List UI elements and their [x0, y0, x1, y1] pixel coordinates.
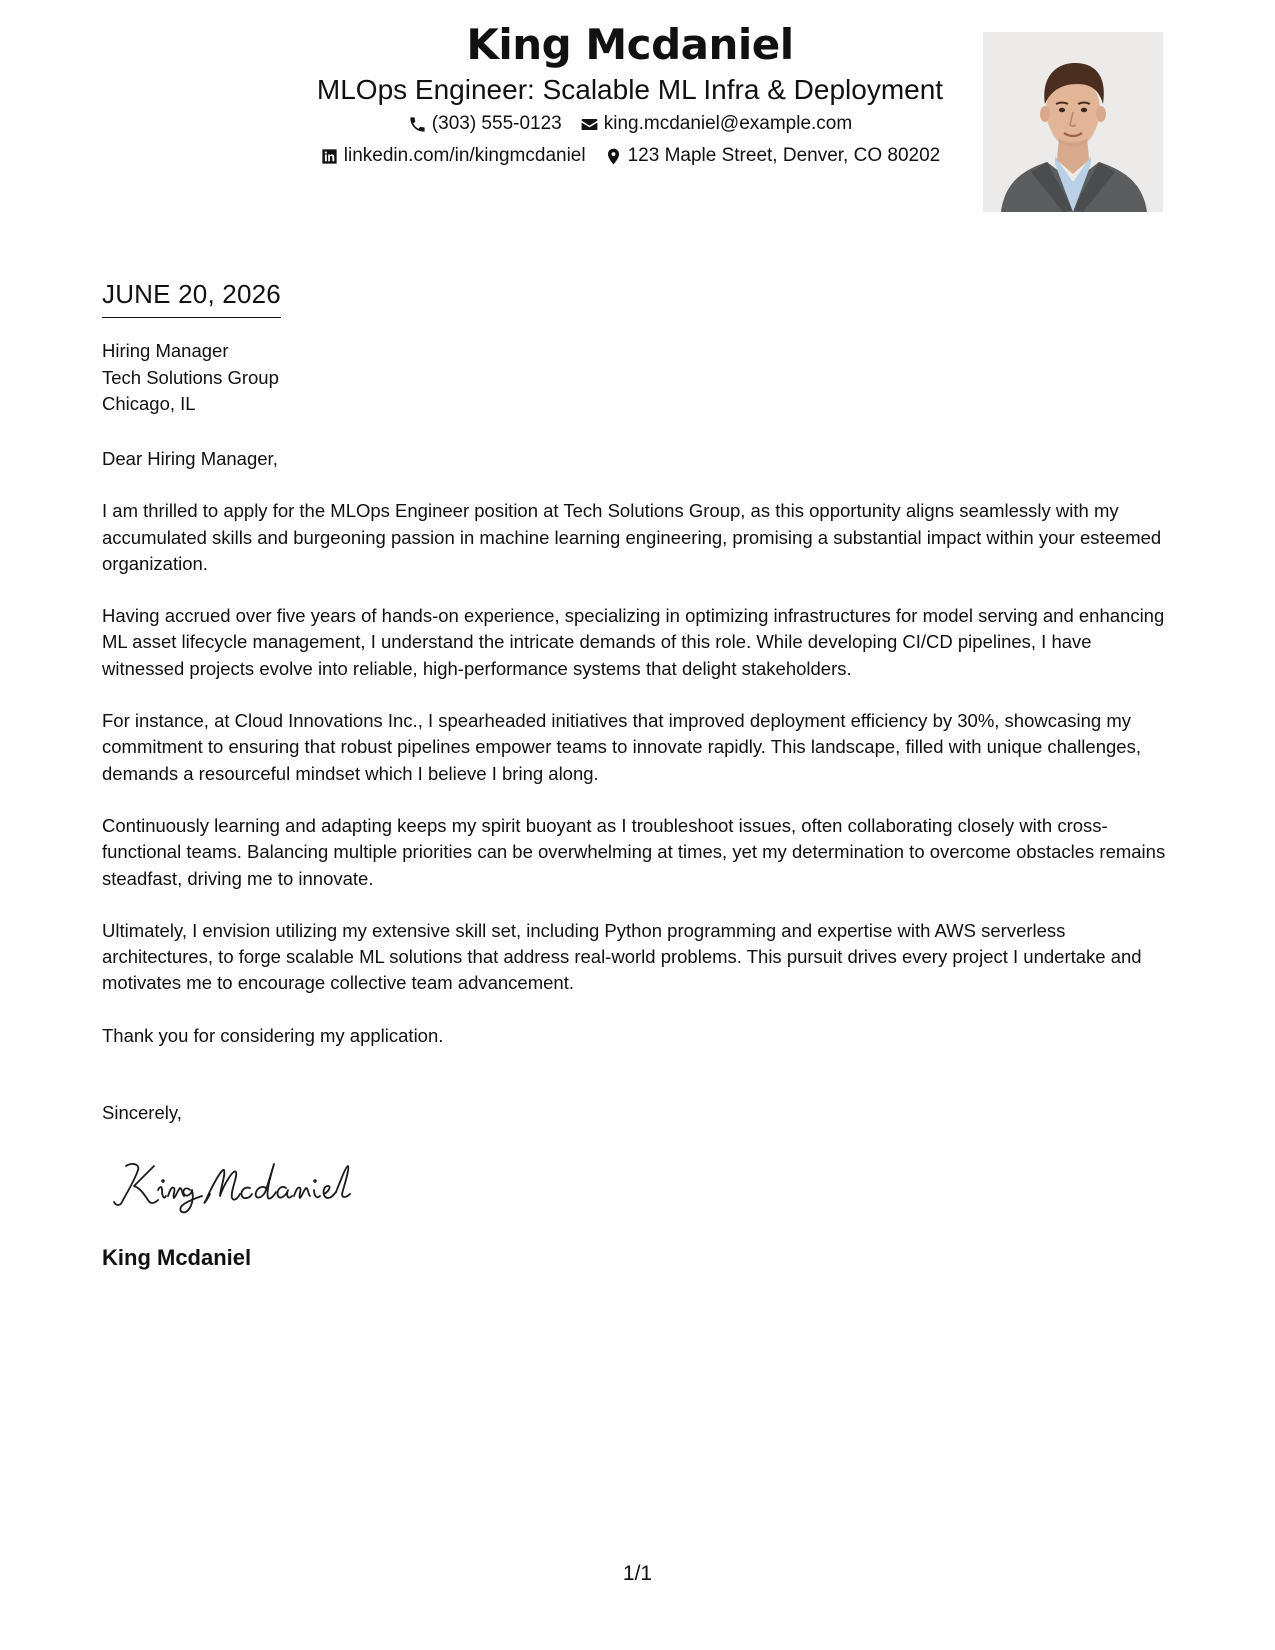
- recipient-company: Tech Solutions Group: [102, 366, 279, 388]
- contact-row-1: [215, 108, 1045, 140]
- phone-text: (303) 555-0123: [431, 113, 562, 134]
- applicant-title: MLOps Engineer: Scalable ML Infra & Deployment: [316, 74, 944, 105]
- signed-name: King Mcdaniel: [102, 1245, 252, 1270]
- header-info: [215, 20, 1045, 172]
- recipient-location: Chicago, IL: [102, 393, 196, 414]
- page-number: 1/1: [622, 1562, 653, 1585]
- body-paragraph: Having accrued over five years of hands-on experience, specializing in optimizing infrastructures for model serving and enhancing ML asset lifecycle management, I understand the intricate demands of this role. While developing CI/CD pipelines, I have witnessed projects evolve into reliable, high-performance systems that delight stakeholders.: [102, 605, 1165, 679]
- recipient-name: Hiring Manager: [102, 340, 229, 361]
- profile-photo: [983, 32, 1163, 212]
- signature-drawing: [110, 1150, 370, 1220]
- letter-body: [102, 446, 1172, 1075]
- email-text[interactable]: king.mcdaniel@example.com: [603, 113, 853, 134]
- contact-phone: [408, 108, 562, 140]
- recipient-block: [102, 338, 279, 418]
- linkedin-text[interactable]: linkedin.com/in/kingmcdaniel: [343, 145, 586, 166]
- body-paragraph: For instance, at Cloud Innovations Inc., I spearheaded initiatives that improved deployment efficiency by 30%, showcasing my commitment to ensuring that robust pipelines empower teams to innovate rapidly. This landscape, filled with unique challenges, demands a resourceful mindset which I believe I bring along.: [102, 710, 1141, 784]
- body-paragraph: Ultimately, I envision utilizing my extensive skill set, including Python programming and expertise with AWS serverless architectures, to forge scalable ML solutions that address real-world problems. This pursuit drives every project I undertake and motivates me to encourage collective team advancement.: [102, 919, 1142, 994]
- body-paragraph: Continuously learning and adapting keeps my spirit buoyant as I troubleshoot issues, often collaborating closely with cross-functional teams. Balancing multiple priorities can be overwhelming at times, yet my determination to overcome obstacles remains steadfast, driving me to innovate.: [102, 814, 1166, 889]
- phone-icon: [408, 115, 427, 134]
- letter-date: JUNE 20, 2026: [102, 277, 281, 318]
- address-text: 123 Maple Street, Denver, CO 80202: [627, 145, 941, 166]
- thank-you-line: Thank you for considering my application.: [102, 1024, 444, 1046]
- contact-address: [604, 140, 941, 172]
- salutation: Dear Hiring Manager,: [102, 448, 278, 469]
- linkedin-icon: [320, 147, 339, 166]
- contact-row-2: [215, 140, 1045, 172]
- applicant-name: King Mcdaniel: [466, 20, 794, 69]
- map-pin-icon: [604, 147, 623, 166]
- contact-email[interactable]: [580, 108, 852, 140]
- envelope-icon: [580, 115, 599, 134]
- closing: Sincerely,: [102, 1102, 182, 1123]
- contact-linkedin[interactable]: [320, 140, 586, 172]
- portrait-illustration: [983, 32, 1163, 212]
- body-paragraph: I am thrilled to apply for the MLOps Engineer position at Tech Solutions Group, as this opportunity aligns seamlessly with my accumulated skills and burgeoning passion in machine learning engineering, promising a substantial impact within your esteemed organization.: [102, 500, 1162, 574]
- handwritten-signature: [110, 1150, 370, 1220]
